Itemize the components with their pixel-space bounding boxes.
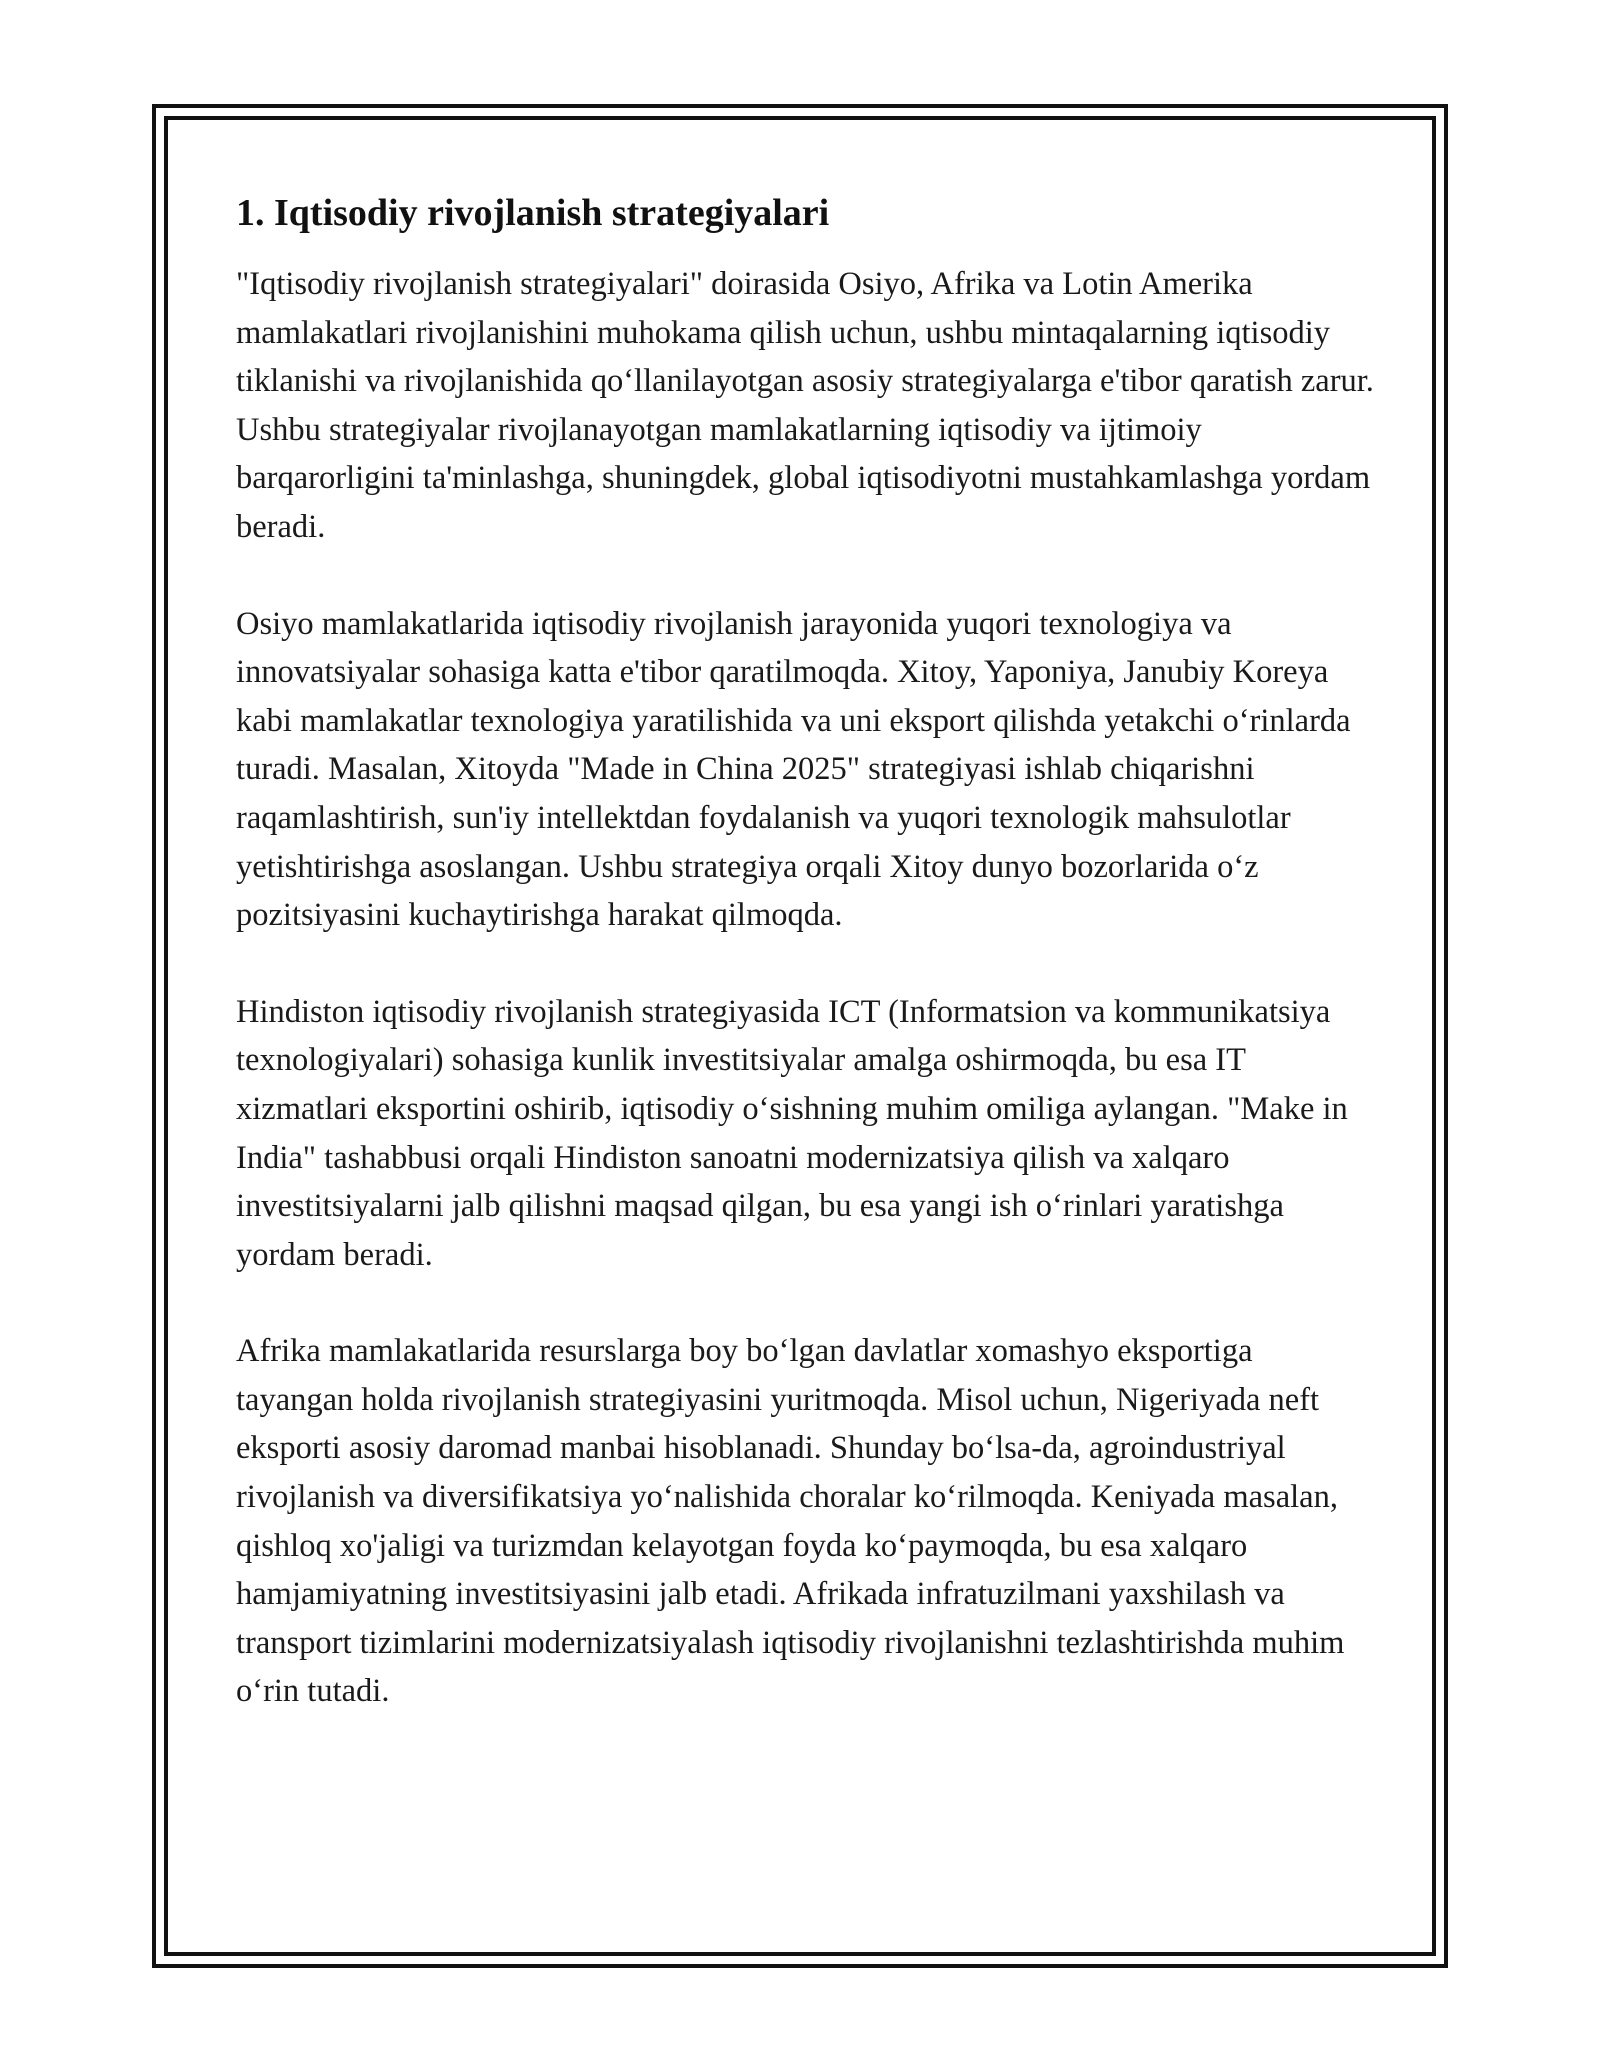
section-heading: 1. Iqtisodiy rivojlanish strategiyalari: [236, 192, 830, 234]
paragraph-asia: Osiyo mamlakatlarida iqtisodiy rivojlanish jarayonida yuqori texnologiya va innovatsiyalar sohasiga katta e'tibor qaratilmoqda. Xitoy, Yaponiya, Janubiy Koreya kabi mamlakatlar texnologiya yaratilishida va uni eksport qilishda yetakchi o‘rinlarda turadi. Masalan, Xitoyda "Made in China 2025" strategiyasi ishlab chiqarishni raqamlashtirish, sun'iy intellektdan foydalanish va yuqori texnologik mahsulotlar yetishtirishga asoslangan. Ushbu strategiya orqali Xitoy dunyo bozorlarida o‘z pozitsiyasini kuchaytirishga harakat qilmoqda.: [236, 605, 1351, 934]
paragraph-intro: "Iqtisodiy rivojlanish strategiyalari" doirasida Osiyo, Afrika va Lotin Amerika mamlakatlari rivojlanishini muhokama qilish uchun, ushbu mintaqalarning iqtisodiy tiklanishi va rivojlanishida qo‘llanilayotgan asosiy strategiyalarga e'tibor qaratish zarur. Ushbu strategiyalar rivojlanayotgan mamlakatlarning iqtisodiy va ijtimoiy barqarorligini ta'minlashga, shuningdek, global iqtisodiyotni mustahkamlashga yordam beradi.: [236, 266, 1374, 545]
paragraph-africa: Afrika mamlakatlarida resurslarga boy bo‘lgan davlatlar xomashyo eksportiga tayangan holda rivojlanish strategiyasini yuritmoqda. Misol uchun, Nigeriyada neft eksporti asosiy daromad manbai hisoblanadi. Shunday bo‘lsa-da, agroindustriyal rivojlanish va diversifikatsiya yo‘nalishida choralar ko‘rilmoqda. Keniyada masalan, qishloq xo'jaligi va turizmdan kelayotgan foyda ko‘paymoqda, bu esa xalqaro hamjamiyatning investitsiyasini jalb etadi. Afrikada infratuzilmani yaxshilash va transport tizimlarini modernizatsiyalash iqtisodiy rivojlanishni tezlashtirishda muhim o‘rin tutadi.: [236, 1333, 1345, 1710]
paragraph-india: Hindiston iqtisodiy rivojlanish strategiyasida ICT (Informatsion va kommunikatsiya texnologiyalari) sohasiga kunlik investitsiyalar amalga oshirmoqda, bu esa IT xizmatlari eksportini oshirib, iqtisodiy o‘sishning muhim omiliga aylangan. "Make in India" tashabbusi orqali Hindiston sanoatni modernizatsiya qilish va xalqaro investitsiyalarni jalb qilishni maqsad qilgan, bu esa yangi ish o‘rinlari yaratishga yordam beradi.: [236, 993, 1348, 1273]
document-body: [236, 188, 1376, 1764]
